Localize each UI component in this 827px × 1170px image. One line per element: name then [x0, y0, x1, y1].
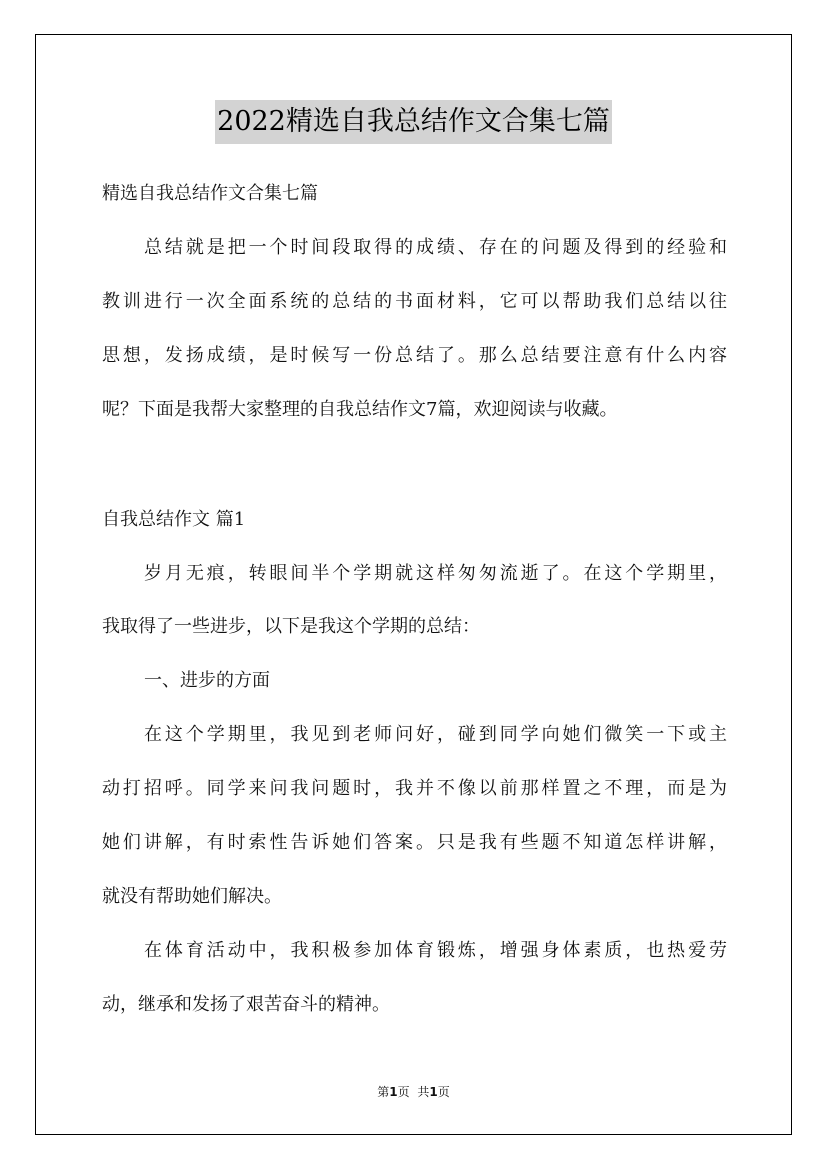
paragraph-line: 就没有帮助她们解决。 — [102, 886, 282, 907]
page-label: 第 — [377, 1085, 390, 1099]
section-heading: 自我总结作文 篇1 — [102, 509, 246, 530]
page-footer — [0, 1084, 827, 1100]
total-unit: 页 — [437, 1085, 450, 1099]
paragraph-line: 动，继承和发扬了艰苦奋斗的精神。 — [102, 994, 390, 1015]
intro-line: 教训进行一次全面系统的总结的书面材料，它可以帮助我们总结以往 — [102, 291, 727, 312]
intro-line: 呢？下面是我帮大家整理的自我总结作文7篇，欢迎阅读与收藏。 — [102, 399, 618, 420]
total-label: 共 — [417, 1085, 430, 1099]
sub-heading: 一、进步的方面 — [144, 670, 270, 691]
paragraph-line: 在这个学期里，我见到老师问好，碰到同学向她们微笑一下或主 — [144, 724, 727, 745]
paragraph-line: 动打招呼。同学来问我问题时，我并不像以前那样置之不理，而是为 — [102, 778, 727, 799]
page-unit: 页 — [397, 1085, 410, 1099]
paragraph-line: 她们讲解，有时索性告诉她们答案。只是我有些题不知道怎样讲解， — [102, 832, 727, 853]
title-container — [0, 100, 827, 144]
subtitle: 精选自我总结作文合集七篇 — [102, 183, 318, 204]
intro-line: 思想，发扬成绩，是时候写一份总结了。那么总结要注意有什么内容 — [102, 345, 727, 366]
page-number: 1 — [389, 1085, 398, 1099]
paragraph-line: 在体育活动中，我积极参加体育锻炼，增强身体素质，也热爱劳 — [144, 940, 727, 961]
paragraph-line: 我取得了一些进步，以下是我这个学期的总结： — [102, 616, 480, 637]
intro-line: 总结就是把一个时间段取得的成绩、存在的问题及得到的经验和 — [144, 237, 727, 258]
total-number: 1 — [429, 1085, 438, 1099]
paragraph-line: 岁月无痕，转眼间半个学期就这样匆匆流逝了。在这个学期里， — [144, 563, 727, 584]
document-title: 2022精选自我总结作文合集七篇 — [215, 100, 612, 144]
